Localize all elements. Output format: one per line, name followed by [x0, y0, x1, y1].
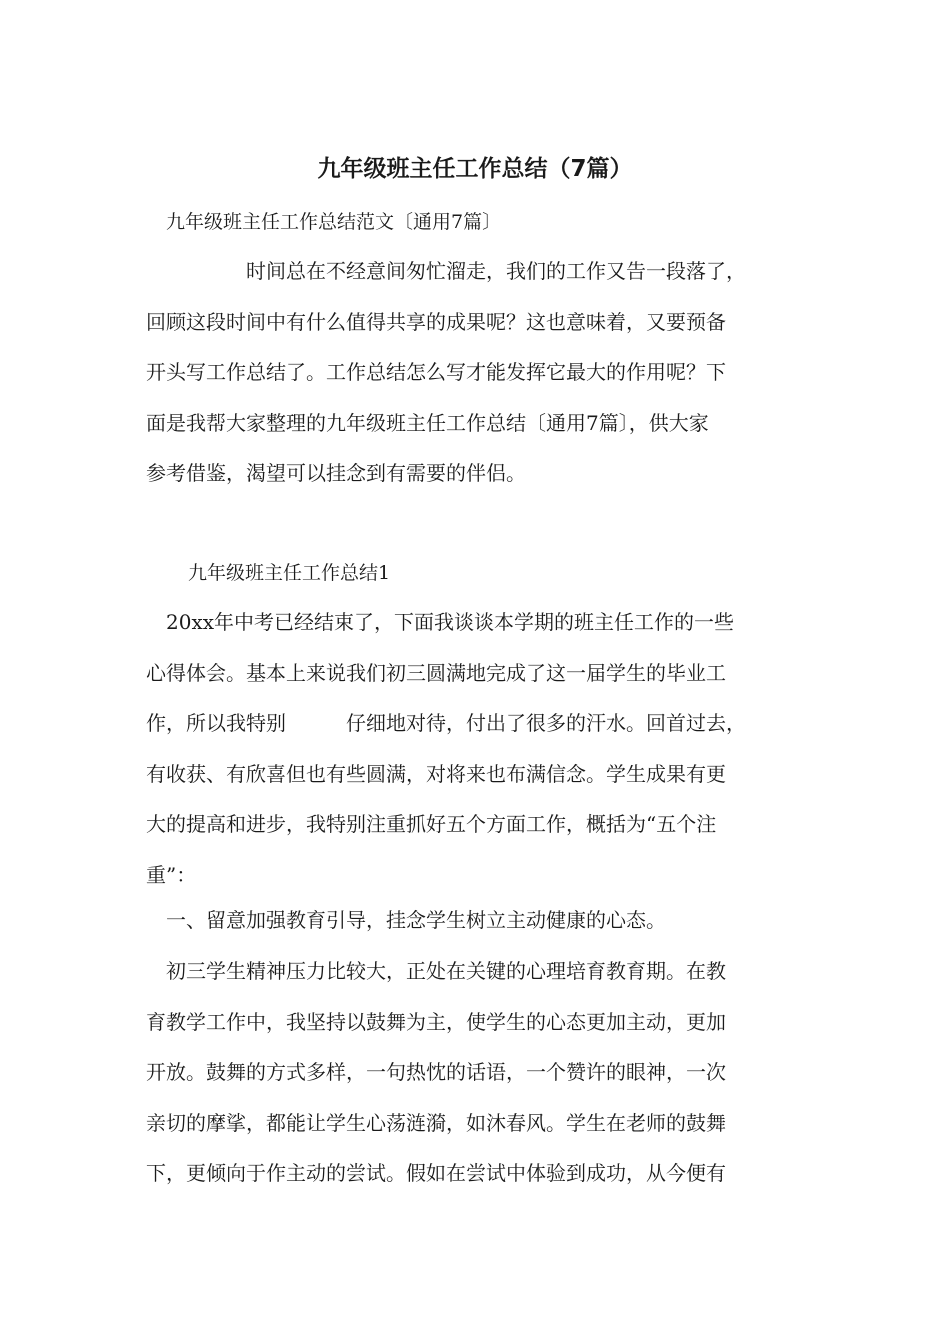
intro-line: 回顾这段时间中有什么值得共享的成果呢？这也意味着，又要预备 — [146, 309, 726, 334]
document-title: 九年级班主任工作总结（7篇） — [317, 156, 633, 182]
intro-line: 时间总在不经意间匆忙溜走，我们的工作又告一段落了， — [146, 259, 746, 283]
point1-body-line: 育教学工作中，我坚持以鼓舞为主，使学生的心态更加主动，更加 — [146, 1009, 726, 1034]
point1-line: 一、留意加强教育引导，挂念学生树立主动健康的心态。 — [146, 908, 666, 932]
point1-body-line: 开放。鼓舞的方式多样，一句热忱的话语，一个赞许的眼神，一次 — [146, 1060, 726, 1084]
section1-line: 作，所以我特别 仔细地对待，付出了很多的汗水。回首过去， — [146, 711, 746, 735]
point1-body-line: 初三学生精神压力比较大，正处在关键的心理培育教育期。在教 — [146, 959, 726, 983]
intro-line: 开头写工作总结了。工作总结怎么写才能发挥它最大的作用呢？下 — [146, 360, 726, 384]
point1-body-line: 亲切的摩挲，都能让学生心荡涟漪，如沐春风。学生在老师的鼓舞 — [146, 1110, 726, 1135]
intro-paragraph — [146, 246, 806, 499]
section1-line: 心得体会。基本上来说我们初三圆满地完成了这一届学生的毕业工 — [146, 660, 726, 685]
section1-line: 20xx年中考已经结束了，下面我谈谈本学期的班主任工作的一些 — [146, 610, 735, 634]
point1-heading — [146, 895, 806, 946]
section1-paragraph — [146, 597, 806, 900]
section-heading: 九年级班主任工作总结1 — [188, 562, 391, 584]
intro-line: 面是我帮大家整理的九年级班主任工作总结〔通用7篇〕，供大家 — [146, 410, 709, 435]
intro-line: 参考借鉴，渴望可以挂念到有需要的伴侣。 — [146, 461, 526, 485]
section1-line: 有收获、有欣喜但也有些圆满，对将来也布满信念。学生成果有更 — [146, 761, 726, 786]
section1-line: 重”： — [146, 862, 197, 887]
section1-line: 大的提高和进步，我特别注重抓好五个方面工作，概括为“五个注 — [146, 812, 717, 836]
document-subtitle: 九年级班主任工作总结范文〔通用7篇〕 — [166, 211, 502, 233]
point1-paragraph — [146, 946, 806, 1199]
point1-body-line: 下，更倾向于作主动的尝试。假如在尝试中体验到成功，从今便有 — [146, 1161, 726, 1185]
